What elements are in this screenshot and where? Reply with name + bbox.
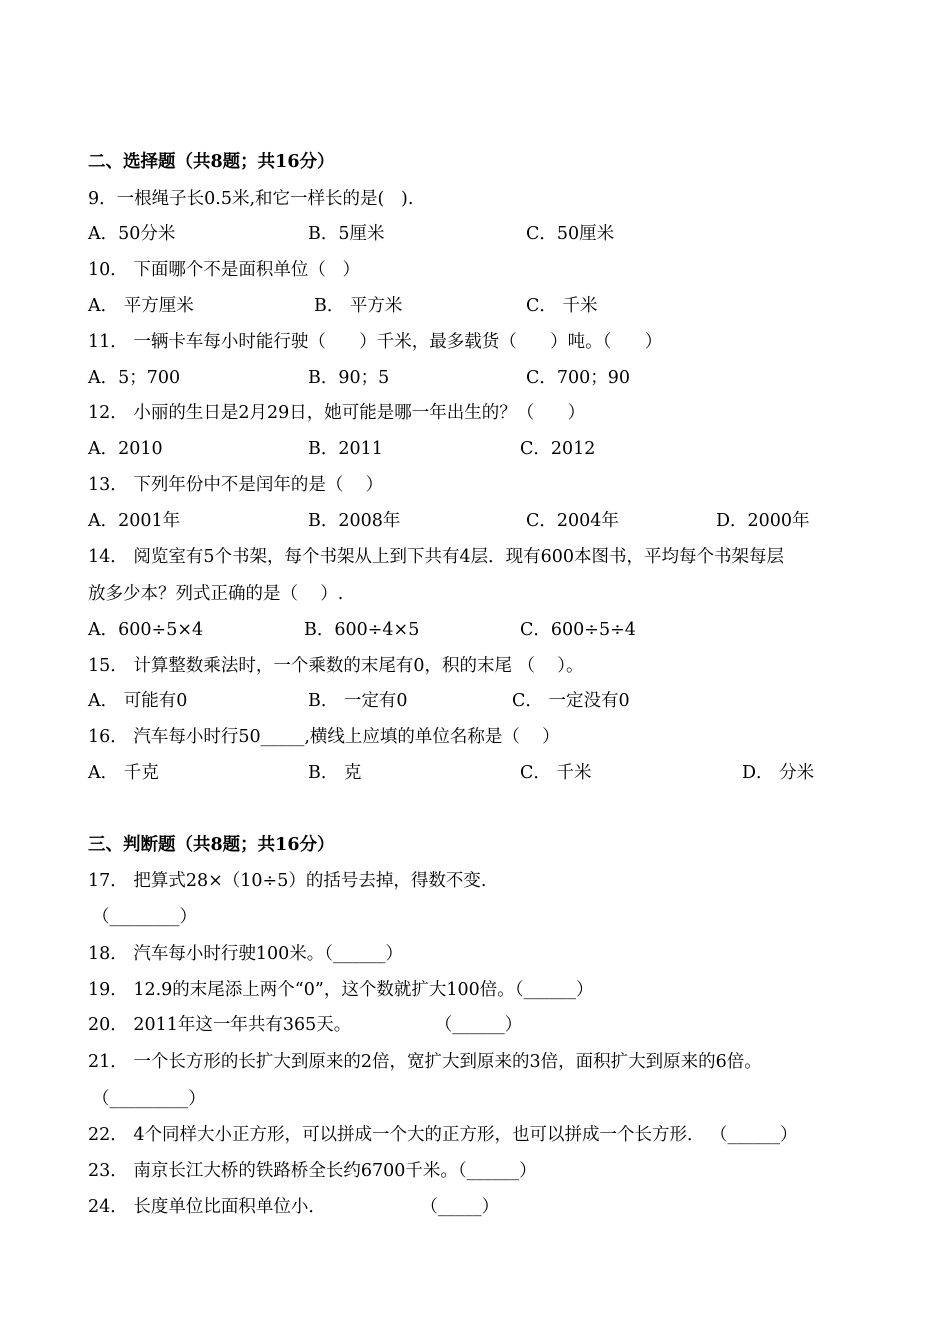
- question-17: 17． 把算式28×（10÷5）的括号去掉，得数不变.: [88, 871, 487, 891]
- question-15: 15． 计算整数乘法时，一个乘数的末尾有0，积的末尾 （ ）。: [88, 656, 584, 676]
- question-23: 23． 南京长江大桥的铁路桥全长约6700千米。（______）: [88, 1161, 537, 1181]
- option-c: C．600÷5÷4: [520, 620, 636, 640]
- option-b: B． 克: [308, 763, 362, 783]
- question-20: 20． 2011年这一年共有365天。 （______）: [88, 1015, 523, 1035]
- option-a: A． 千克: [88, 763, 159, 783]
- question-9: 9．一根绳子长0.5米,和它一样长的是( ).: [88, 189, 414, 209]
- section-2-title: 二、选择题（共8题；共16分）: [88, 152, 335, 172]
- section-3-title: 三、判断题（共8题；共16分）: [88, 835, 335, 855]
- option-b: B．600÷4×5: [304, 620, 420, 640]
- question-24: 24． 长度单位比面积单位小． （_____）: [88, 1197, 500, 1217]
- question-14-continued: 放多少本？列式正确的是（ ）.: [88, 584, 344, 604]
- option-a: A．600÷5×4: [88, 620, 204, 640]
- option-c: C． 千米: [526, 296, 598, 316]
- option-d: D． 分米: [742, 763, 815, 783]
- answer-blank: （_________）: [92, 1089, 206, 1109]
- question-12: 12． 小丽的生日是2月29日，她可能是哪一年出生的？（ ）: [88, 403, 586, 423]
- question-18: 18． 汽车每小时行驶100米。（______）: [88, 944, 403, 964]
- option-c: C． 一定没有0: [512, 691, 630, 711]
- question-19: 19． 12.9的末尾添上两个“0”，这个数就扩大100倍。（______）: [88, 980, 594, 1000]
- option-a: A．5；700: [88, 368, 181, 388]
- option-c: C．2012: [520, 439, 596, 459]
- option-c: C． 千米: [520, 763, 592, 783]
- option-c: C．700；90: [526, 368, 631, 388]
- option-b: B． 一定有0: [308, 691, 408, 711]
- question-22: 22． 4个同样大小正方形，可以拼成一个大的正方形，也可以拼成一个长方形． （______）: [88, 1125, 798, 1145]
- question-14: 14． 阅览室有5个书架，每个书架从上到下共有4层．现有600本图书，平均每个书架每层: [88, 547, 784, 567]
- question-11: 11． 一辆卡车每小时能行驶（ ）千米，最多载货（ ）吨。（ ）: [88, 332, 663, 352]
- option-b: B．2011: [308, 439, 383, 459]
- option-a: A．2001年: [88, 511, 181, 531]
- option-b: B．2008年: [308, 511, 401, 531]
- option-a: A． 可能有0: [88, 691, 188, 711]
- answer-blank: （________）: [92, 907, 197, 927]
- option-d: D．2000年: [716, 511, 810, 531]
- option-c: C．2004年: [526, 511, 619, 531]
- option-b: B．5厘米: [308, 224, 385, 244]
- option-b: B． 平方米: [314, 296, 403, 316]
- question-21: 21． 一个长方形的长扩大到原来的2倍，宽扩大到原来的3倍，面积扩大到原来的6倍。: [88, 1052, 762, 1072]
- option-a: A．2010: [88, 439, 163, 459]
- question-16: 16． 汽车每小时行50_____,横线上应填的单位名称是（ ）: [88, 727, 560, 747]
- question-13: 13． 下列年份中不是闰年的是（ ）: [88, 475, 384, 495]
- option-c: C．50厘米: [526, 224, 615, 244]
- question-10: 10． 下面哪个不是面积单位（ ）: [88, 260, 361, 280]
- option-b: B．90；5: [308, 368, 390, 388]
- option-a: A． 平方厘米: [88, 296, 194, 316]
- option-a: A．50分米: [88, 224, 176, 244]
